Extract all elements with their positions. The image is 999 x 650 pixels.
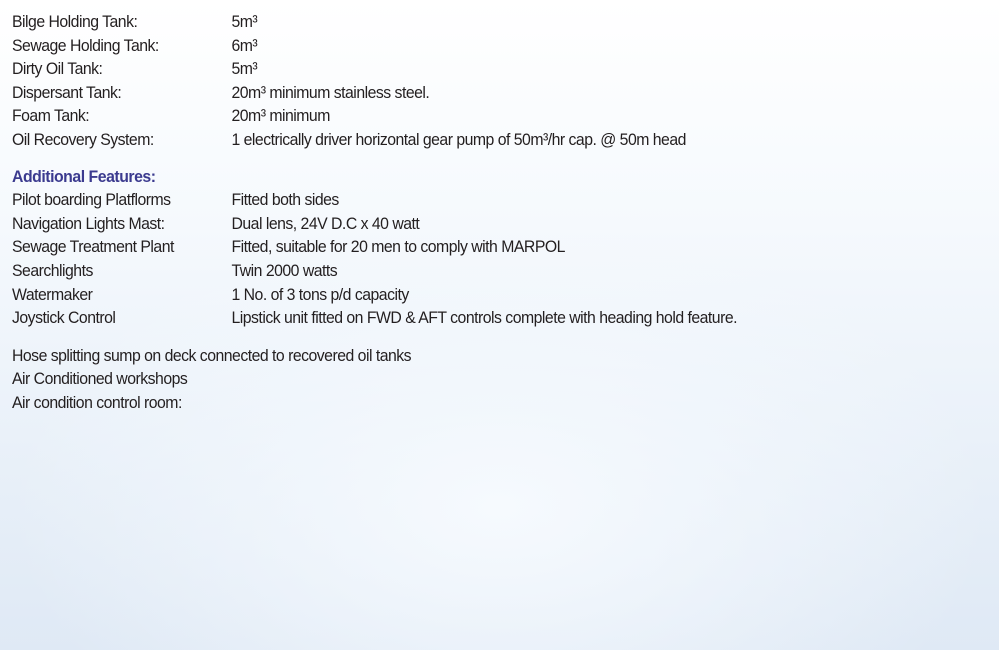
spec-row [12,81,919,105]
spec-row [12,10,919,34]
note-line: Hose splitting sump on deck connected to recovered oil tanks [12,345,412,365]
feature-label: Searchlights [12,260,93,280]
feature-label: Navigation Lights Mast: [12,213,165,233]
additional-features-list [12,188,987,330]
feature-value: Twin 2000 watts [231,260,338,280]
note-line: Air Conditioned workshops [12,369,188,389]
spec-row [12,128,919,152]
feature-value: Fitted, suitable for 20 men to comply with MARPOL [231,237,565,257]
feature-row [12,259,919,283]
feature-value: Fitted both sides [231,190,339,210]
feature-row [12,283,919,307]
feature-label: Sewage Treatment Plant [12,237,174,257]
feature-value: 1 No. of 3 tons p/d capacity [231,284,409,304]
feature-label: Watermaker [12,284,93,304]
spec-value: 5m³ [231,12,258,31]
note-line: Air condition control room: [12,392,182,412]
feature-row [12,212,919,236]
feature-label: Joystick Control [12,308,116,328]
feature-value: Dual lens, 24V D.C x 40 watt [231,213,420,233]
spec-row [12,57,919,81]
additional-features-heading: Additional Features: [12,166,156,186]
spec-value: 20m³ minimum stainless steel. [231,82,430,102]
spec-value: 5m³ [231,59,258,79]
notes-list [12,344,987,415]
spec-value: 6m³ [231,35,258,55]
spec-label: Dirty Oil Tank: [12,59,103,79]
spec-value: 1 electrically driver horizontal gear pump of 50m³/hr cap. @ 50m head [231,129,686,149]
feature-row [12,306,919,330]
spec-label: Sewage Holding Tank: [12,35,159,55]
tank-spec-list [12,10,987,152]
spec-value: 20m³ minimum [231,106,330,126]
feature-row [12,235,919,259]
spec-sheet [12,10,987,415]
spec-row [12,34,919,58]
feature-value: Lipstick unit fitted on FWD & AFT controls complete with heading hold feature. [231,308,738,328]
feature-row [12,188,919,212]
spec-label: Dispersant Tank: [12,82,122,102]
spec-label: Bilge Holding Tank: [12,12,138,31]
spec-label: Oil Recovery System: [12,129,154,149]
feature-label: Pilot boarding Platflorms [12,190,171,210]
spec-row [12,104,919,128]
spec-label: Foam Tank: [12,106,90,126]
